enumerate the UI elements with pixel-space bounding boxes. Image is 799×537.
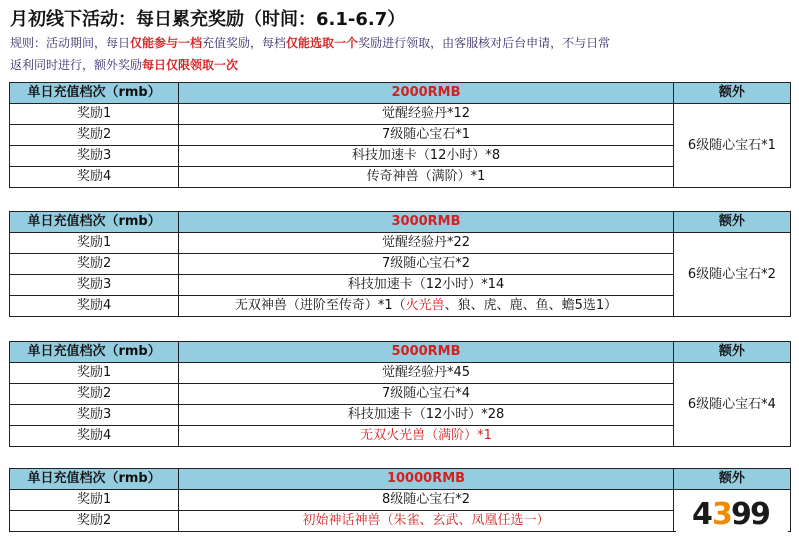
extra-header: 额外 bbox=[673, 469, 790, 490]
extra-header: 额外 bbox=[673, 83, 790, 104]
table-row bbox=[10, 104, 791, 125]
reward-name: 奖励3 bbox=[10, 146, 179, 167]
tier-header-label: 单日充值档次（rmb） bbox=[10, 469, 179, 490]
watermark-logo-text: 4 bbox=[692, 497, 713, 532]
rules-text-3: 奖励进行领取，由客服核对后台申请，不与日常 bbox=[358, 36, 611, 50]
watermark-logo-text: 9 bbox=[750, 497, 771, 532]
tier-header-label: 单日充值档次（rmb） bbox=[10, 342, 179, 363]
extra-reward: 6级随心宝石*1 bbox=[673, 104, 790, 188]
reward-name: 奖励4 bbox=[10, 426, 179, 447]
tier-table-10000 bbox=[9, 468, 791, 532]
tier-header-label: 单日充值档次（rmb） bbox=[10, 212, 179, 233]
reward-name: 奖励2 bbox=[10, 254, 179, 275]
reward-value-part: 、狼、虎、鹿、鱼、蟾5选1） bbox=[444, 298, 618, 313]
extra-reward: 6级随心宝石*2 bbox=[673, 233, 790, 317]
rules-highlight-1: 仅能参与一档 bbox=[130, 36, 203, 50]
reward-name: 奖励1 bbox=[10, 233, 179, 254]
rules-text-2: 充值奖励，每档 bbox=[202, 36, 287, 50]
rules-text-4: 返利同时进行，额外奖励 bbox=[10, 58, 143, 72]
extra-header: 额外 bbox=[673, 212, 790, 233]
reward-name: 奖励1 bbox=[10, 104, 179, 125]
rules-text bbox=[10, 32, 690, 76]
reward-value: 7级随心宝石*4 bbox=[179, 384, 674, 405]
reward-value: 觉醒经验丹*12 bbox=[179, 104, 674, 125]
rules-highlight-2: 仅能选取一个 bbox=[286, 36, 359, 50]
reward-value: 传奇神兽（满阶）*1 bbox=[179, 167, 674, 188]
tier-table-2000 bbox=[9, 82, 791, 188]
tier-header-label: 单日充值档次（rmb） bbox=[10, 83, 179, 104]
reward-name: 奖励1 bbox=[10, 363, 179, 384]
watermark-logo-text: 3 bbox=[712, 497, 733, 532]
tier-header-row bbox=[10, 342, 791, 363]
reward-value: 7级随心宝石*2 bbox=[179, 254, 674, 275]
reward-value: 8级随心宝石*2 bbox=[179, 490, 674, 511]
reward-name: 奖励2 bbox=[10, 125, 179, 146]
tier-amount: 5000RMB bbox=[179, 342, 674, 363]
reward-value bbox=[179, 296, 674, 317]
watermark-logo bbox=[676, 491, 788, 533]
reward-value: 科技加速卡（12小时）*28 bbox=[179, 405, 674, 426]
tier-amount: 10000RMB bbox=[179, 469, 674, 490]
reward-value: 无双火光兽（满阶）*1 bbox=[179, 426, 674, 447]
tier-header-row bbox=[10, 83, 791, 104]
reward-value-highlight: 火光兽 bbox=[405, 298, 445, 313]
tier-amount: 2000RMB bbox=[179, 83, 674, 104]
tier-table-3000 bbox=[9, 211, 791, 317]
table-row bbox=[10, 490, 791, 511]
reward-name: 奖励4 bbox=[10, 167, 179, 188]
tier-table-5000 bbox=[9, 341, 791, 447]
table-row bbox=[10, 363, 791, 384]
extra-reward: 6级随心宝石*4 bbox=[673, 363, 790, 447]
tier-amount: 3000RMB bbox=[179, 212, 674, 233]
reward-value-part: 无双神兽（进阶至传奇）*1（ bbox=[234, 298, 406, 313]
tier-header-row bbox=[10, 469, 791, 490]
extra-header: 额外 bbox=[673, 342, 790, 363]
reward-name: 奖励3 bbox=[10, 405, 179, 426]
reward-value: 7级随心宝石*1 bbox=[179, 125, 674, 146]
reward-value: 觉醒经验丹*45 bbox=[179, 363, 674, 384]
rules-text-1: 规则：活动期间，每日 bbox=[10, 36, 131, 50]
rules-highlight-3: 每日仅限领取一次 bbox=[142, 58, 239, 72]
reward-name: 奖励2 bbox=[10, 511, 179, 532]
watermark-logo-text: 9 bbox=[731, 497, 752, 532]
table-row bbox=[10, 233, 791, 254]
reward-name: 奖励2 bbox=[10, 384, 179, 405]
reward-value: 初始神话神兽（朱雀、玄武、凤凰任选一） bbox=[179, 511, 674, 532]
reward-name: 奖励1 bbox=[10, 490, 179, 511]
reward-value: 科技加速卡（12小时）*14 bbox=[179, 275, 674, 296]
reward-name: 奖励4 bbox=[10, 296, 179, 317]
extra-reward: 6 bbox=[673, 490, 790, 532]
reward-name: 奖励3 bbox=[10, 275, 179, 296]
page-title: 月初线下活动：每日累充奖励（时间：6.1-6.7） bbox=[10, 9, 406, 30]
tier-header-row bbox=[10, 212, 791, 233]
reward-value: 科技加速卡（12小时）*8 bbox=[179, 146, 674, 167]
reward-value: 觉醒经验丹*22 bbox=[179, 233, 674, 254]
